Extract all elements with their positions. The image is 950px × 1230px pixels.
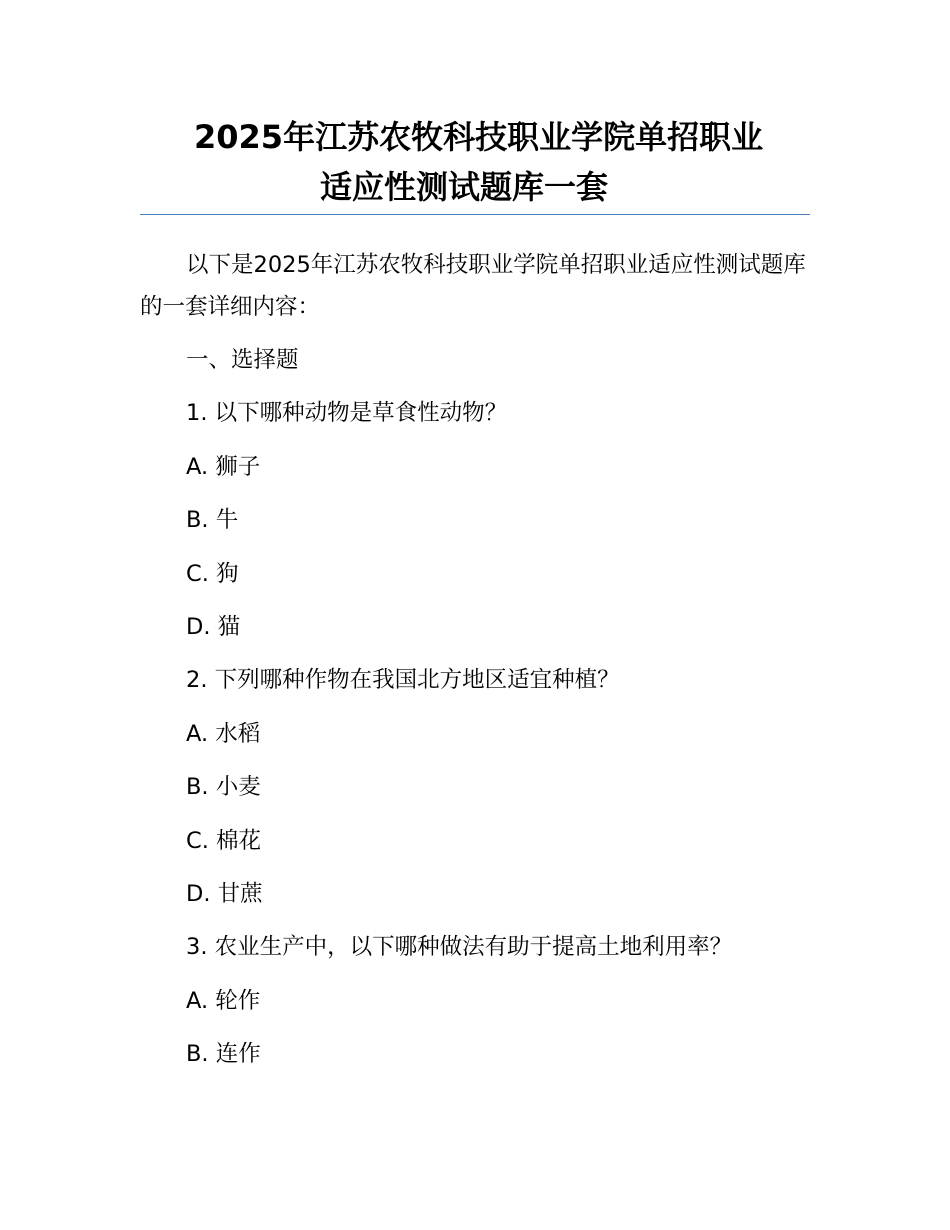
question-2-stem: 2. 下列哪种作物在我国北方地区适宜种植？ bbox=[186, 667, 620, 694]
question-1-option-c: C. 狗 bbox=[186, 560, 239, 587]
question-3-option-a: A. 轮作 bbox=[186, 987, 261, 1014]
question-2-option-c: C. 棉花 bbox=[186, 827, 262, 854]
title-underline-divider bbox=[140, 214, 810, 215]
document-body bbox=[140, 244, 810, 1086]
question-2-option-b: B. 小麦 bbox=[186, 774, 261, 801]
question-2-option-d: D. 甘蔗 bbox=[186, 880, 263, 907]
question-2-option-a: A. 水稻 bbox=[186, 720, 261, 747]
title-line-2: 适应性测试题库一套 bbox=[320, 168, 609, 206]
question-1-option-b: B. 牛 bbox=[186, 507, 239, 534]
intro-paragraph: 以下是2025年江苏农牧科技职业学院单招职业适应性测试题库的一套详细内容： bbox=[140, 252, 806, 320]
question-1-option-d: D. 猫 bbox=[186, 613, 241, 640]
question-1-stem: 1. 以下哪种动物是草食性动物？ bbox=[186, 400, 508, 427]
question-3-option-b: B. 连作 bbox=[186, 1041, 261, 1068]
document-title bbox=[140, 112, 810, 212]
question-1-option-a: A. 狮子 bbox=[186, 453, 261, 480]
question-3-stem: 3. 农业生产中，以下哪种做法有助于提高土地利用率？ bbox=[186, 934, 733, 961]
section-heading: 一、选择题 bbox=[186, 347, 299, 373]
title-line-1: 2025年江苏农牧科技职业学院单招职业 bbox=[194, 118, 764, 156]
